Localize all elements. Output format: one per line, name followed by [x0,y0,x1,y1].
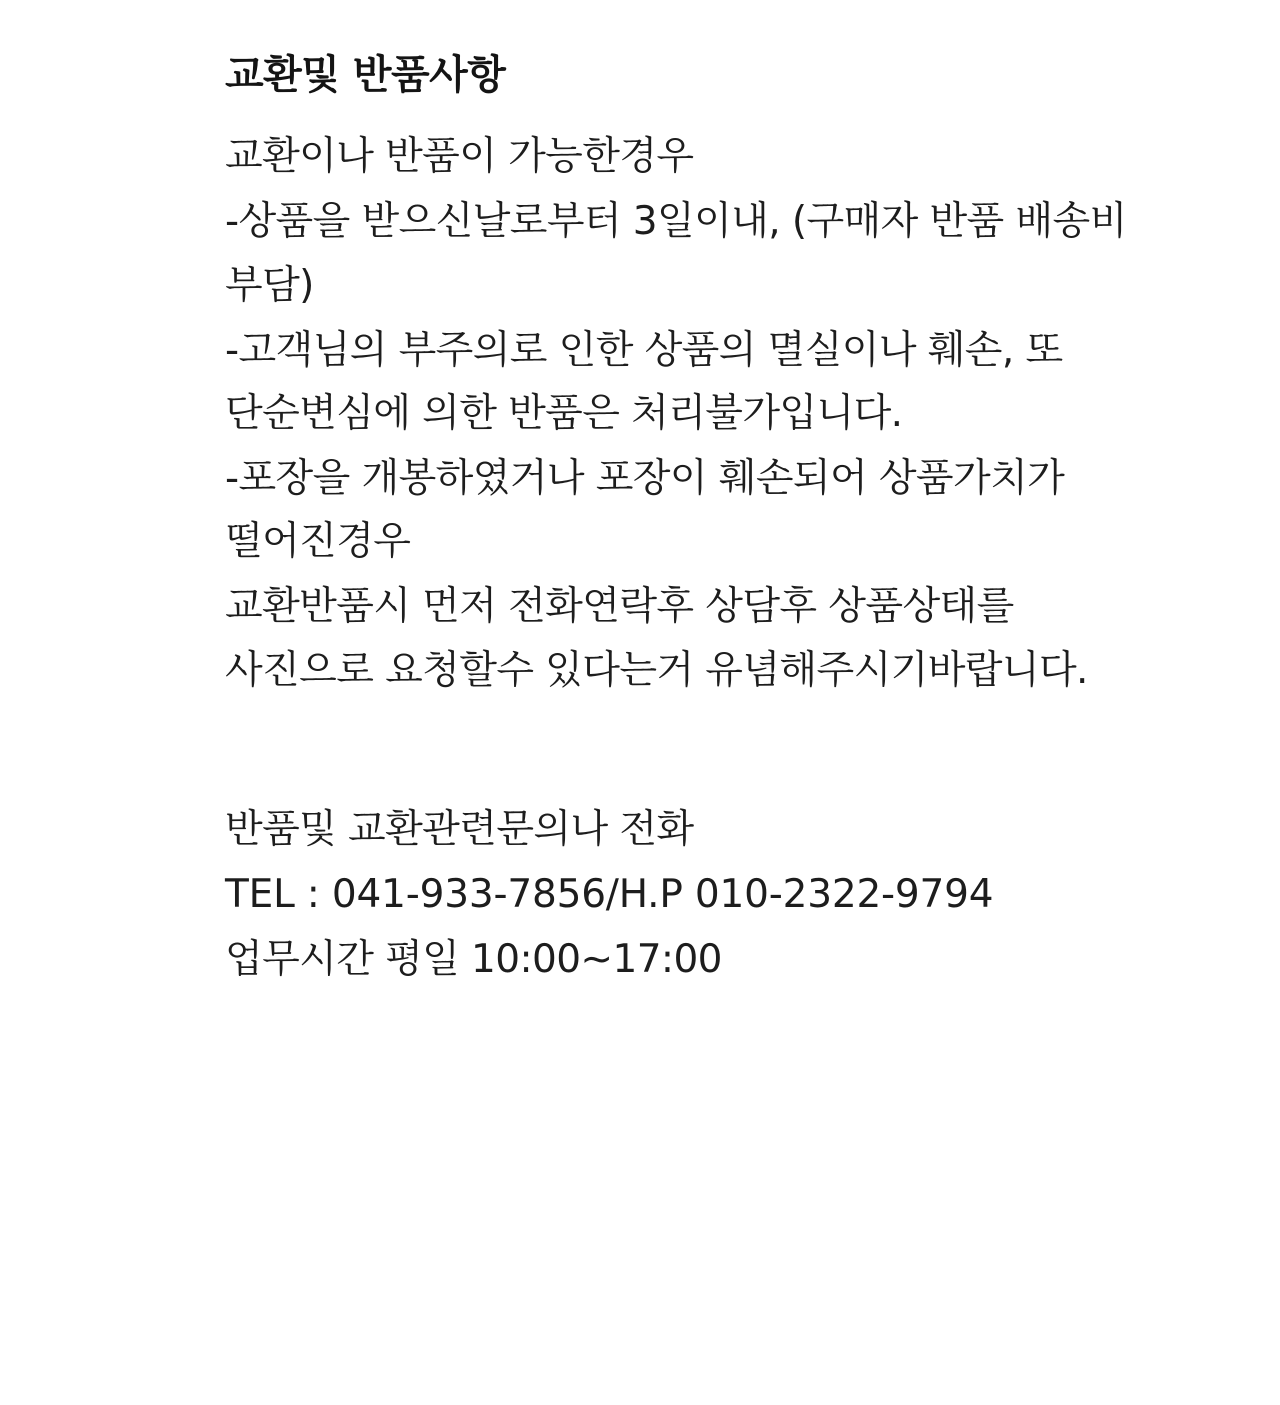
policy-item-4: 교환반품시 먼저 전화연락후 상담후 상품상태를 사진으로 요청할수 있다는거 유념해주시기바랍니다. [225,584,1088,693]
policy-item-3: -포장을 개봉하였거나 포장이 훼손되어 상품가치가 떨어진경우 [225,456,1065,565]
contact-hours-line: 업무시간 평일 10:00~17:00 [225,937,722,983]
contact-heading-line: 반품및 교환관련문의나 전화 [225,806,694,852]
contact-phone-line: TEL : 041-933-7856/H.P 010-2322-9794 [225,871,994,917]
contact-section [225,798,1160,992]
policy-item-1: -상품을 받으신날로부터 3일이내, (구매자 반품 배송비 부담) [225,199,1127,308]
policy-heading-line: 교환이나 반품이 가능한경우 [225,134,694,180]
policy-item-2: -고객님의 부주의로 인한 상품의 멸실이나 훼손, 또 단순변심에 의한 반품은 처리불가입니다. [225,327,1063,436]
section-spacer [225,702,1160,798]
policy-section [225,125,1160,702]
page-title: 교환및 반품사항 [225,52,506,98]
